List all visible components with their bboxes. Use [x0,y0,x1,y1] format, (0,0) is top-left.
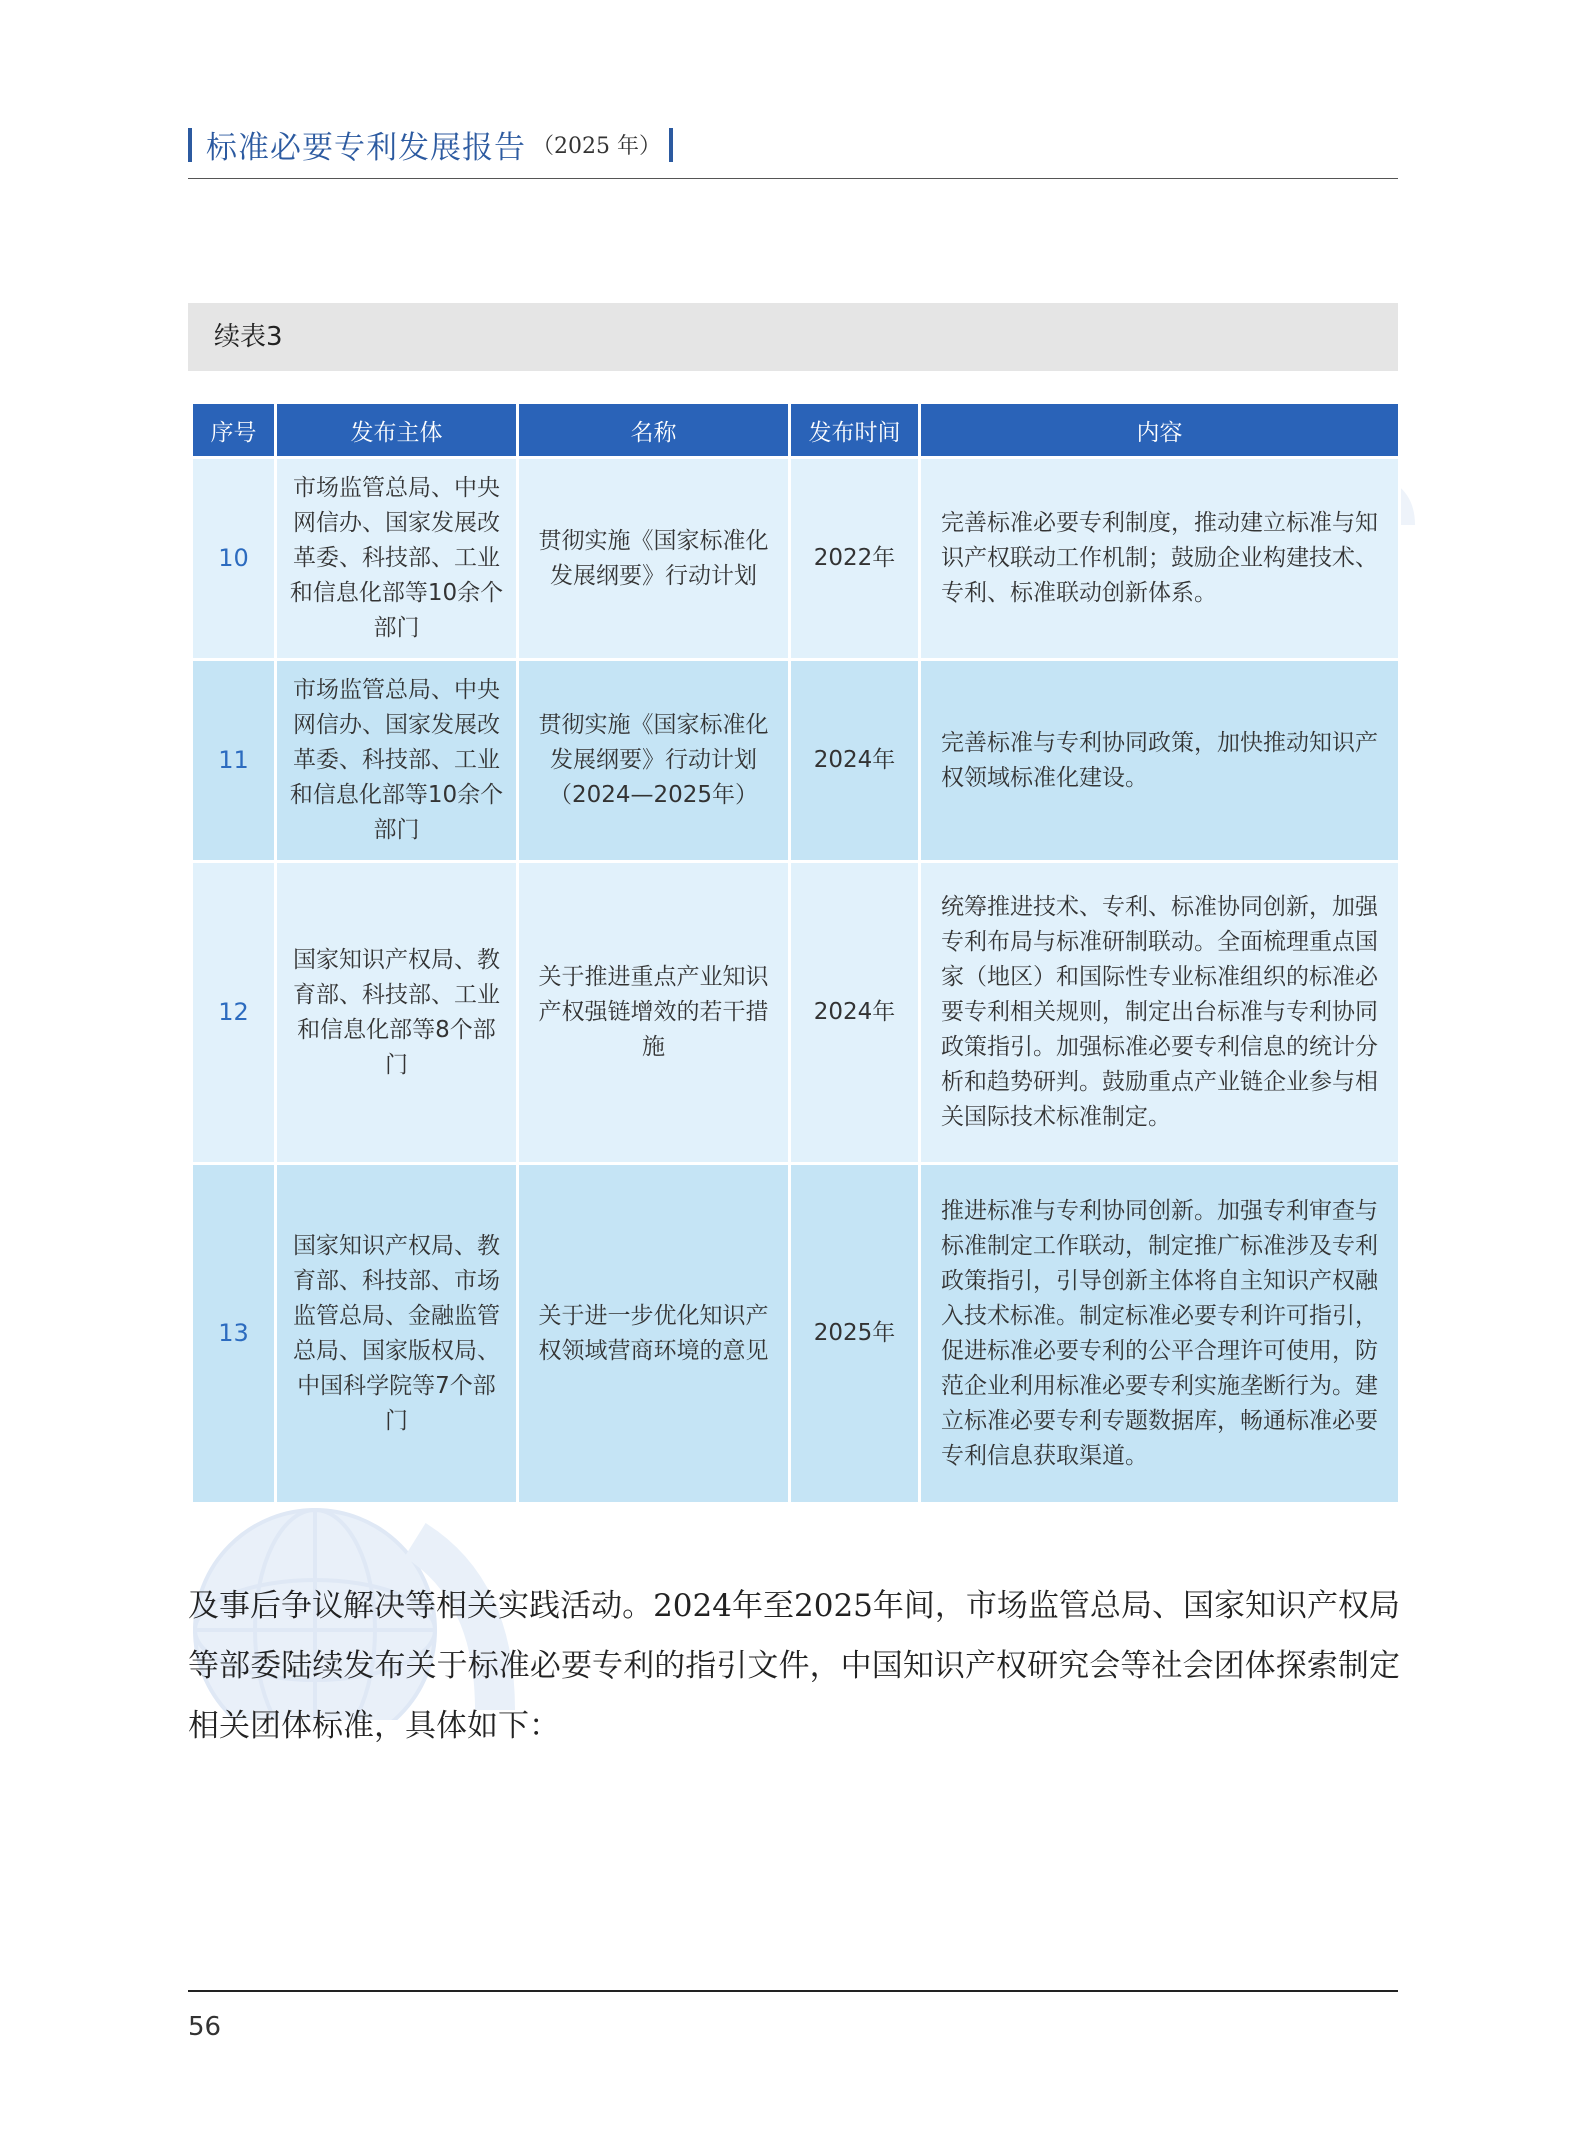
row-name: 贯彻实施《国家标准化发展纲要》行动计划（2024—2025年） [518,660,790,862]
row-date: 2024年 [790,660,920,862]
header-title: 标准必要专利发展报告 [206,130,526,166]
row-index: 10 [192,458,276,660]
column-header-issuer: 发布主体 [276,403,518,458]
row-content: 完善标准必要专利制度，推动建立标准与知识产权联动工作机制；鼓励企业构建技术、专利、标准联动创新体系。 [920,458,1400,660]
row-issuer: 市场监管总局、中央网信办、国家发展改革委、科技部、工业和信息化部等10余个部门 [276,458,518,660]
header-divider [188,178,1398,179]
table-row [192,862,1400,1164]
table-row [192,660,1400,862]
header-year: （2025 年） [532,134,661,159]
header-left-bar [188,128,192,162]
row-name: 关于进一步优化知识产权领域营商环境的意见 [518,1164,790,1504]
column-header-index: 序号 [192,403,276,458]
column-header-content: 内容 [920,403,1400,458]
row-issuer: 国家知识产权局、教育部、科技部、工业和信息化部等8个部门 [276,862,518,1164]
row-date: 2024年 [790,862,920,1164]
row-issuer: 市场监管总局、中央网信办、国家发展改革委、科技部、工业和信息化部等10余个部门 [276,660,518,862]
table-row [192,1164,1400,1504]
row-date: 2022年 [790,458,920,660]
running-header [188,122,673,167]
row-content: 统筹推进技术、专利、标准协同创新，加强专利布局与标准研制联动。全面梳理重点国家（地区）和国际性专业标准组织的标准必要专利相关规则，制定出台标准与专利协同政策指引。加强标准必要专利信息的统计分析和趋势研判。鼓励重点产业链企业参与相关国际技术标准制定。 [920,862,1400,1164]
policy-table [190,401,1401,1505]
table-header-row [192,403,1400,458]
column-header-name: 名称 [518,403,790,458]
row-index: 11 [192,660,276,862]
header-right-bar [669,128,673,162]
row-index: 13 [192,1164,276,1504]
row-content: 完善标准与专利协同政策，加快推动知识产权领域标准化建设。 [920,660,1400,862]
column-header-date: 发布时间 [790,403,920,458]
row-date: 2025年 [790,1164,920,1504]
row-name: 贯彻实施《国家标准化发展纲要》行动计划 [518,458,790,660]
table-caption: 续表3 [188,303,1398,371]
row-content: 推进标准与专利协同创新。加强专利审查与标准制定工作联动，制定推广标准涉及专利政策指引，引导创新主体将自主知识产权融入技术标准。制定标准必要专利许可指引，促进标准必要专利的公平合理许可使用，防范企业利用标准必要专利实施垄断行为。建立标准必要专利专题数据库，畅通标准必要专利信息获取渠道。 [920,1164,1400,1504]
body-paragraph: 及事后争议解决等相关实践活动。2024年至2025年间，市场监管总局、国家知识产权局等部委陆续发布关于标准必要专利的指引文件，中国知识产权研究会等社会团体探索制定相关团体标准，具体如下： [188,1588,1400,1744]
row-issuer: 国家知识产权局、教育部、科技部、市场监管总局、金融监管总局、国家版权局、中国科学院等7个部门 [276,1164,518,1504]
page-number: 56 [188,2012,222,2042]
table-row [192,458,1400,660]
row-index: 12 [192,862,276,1164]
row-name: 关于推进重点产业知识产权强链增效的若干措施 [518,862,790,1164]
footer-divider [188,1990,1398,1992]
